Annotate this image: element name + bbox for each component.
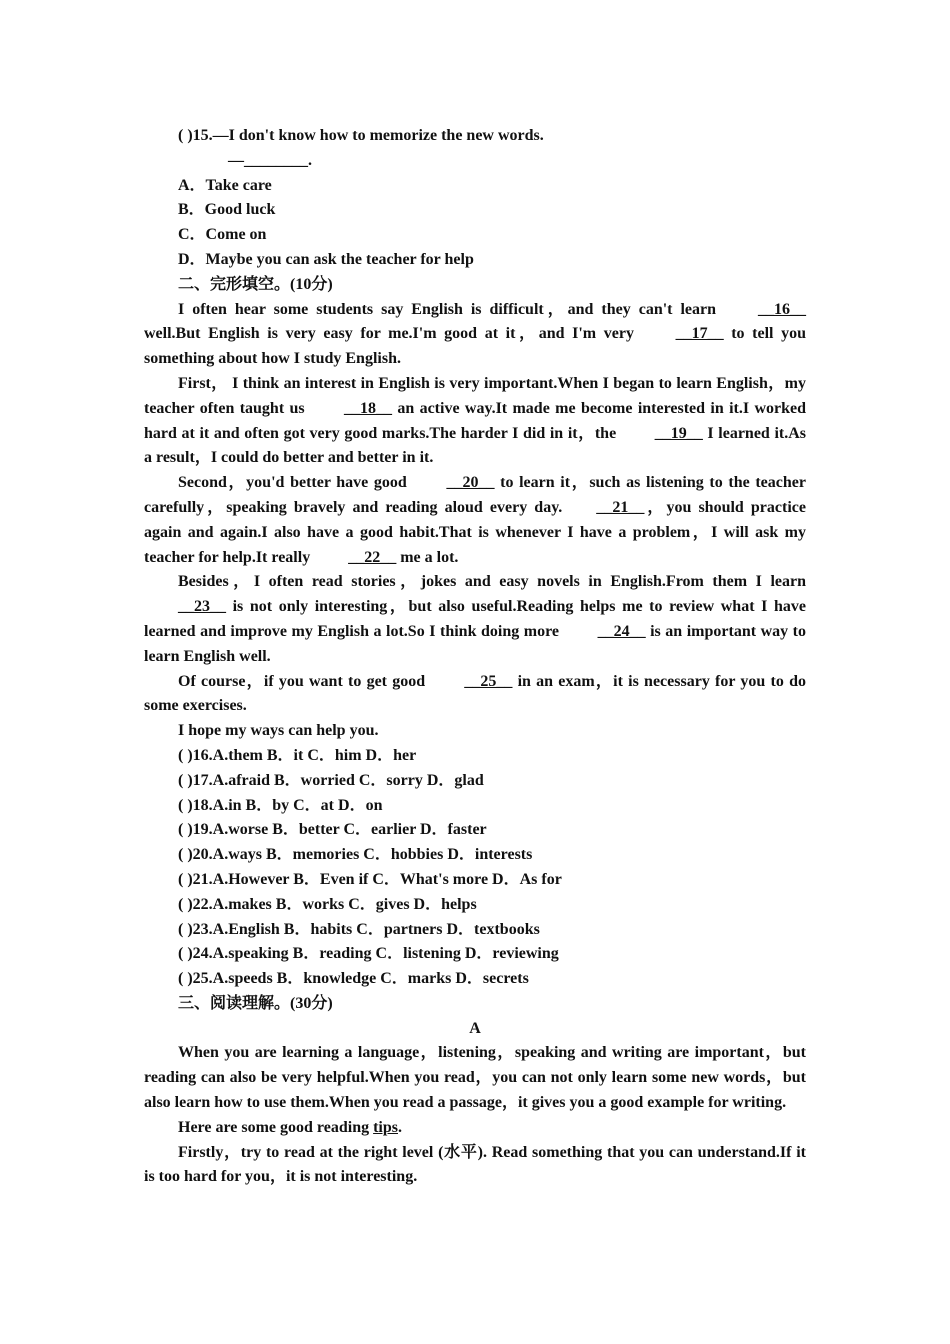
question-15-option-c: C．Come on <box>178 226 267 244</box>
cloze-question-24: ( )24.A.speaking B．reading C．listening D．reviewing <box>178 945 559 963</box>
cloze-paragraph-1 <box>144 298 806 372</box>
question-15-option-d: D．Maybe you can ask the teacher for help <box>178 250 474 268</box>
cloze-question-18: ( )18.A.in B．by C．at D．on <box>178 796 383 814</box>
blank-24: __24__ <box>597 622 646 640</box>
blank-21: __21__ <box>596 498 645 516</box>
cloze-question-23: ( )23.A.English B．habits C．partners D．textbooks <box>178 920 540 938</box>
paragraph-text: is an important way to learn English well. <box>144 622 807 665</box>
cloze-heading: 二、完形填空。(10分) <box>178 275 333 293</box>
reading-paragraph-2 <box>144 1116 806 1141</box>
question-15-reply: —________. <box>228 151 312 169</box>
paragraph-text: me a lot. <box>396 548 459 566</box>
reading-paragraph-1: When you are learning a language，listening，speaking and writing are important，but reading can also be very helpful.When you read，you can not only learn some new words，but also learn how to use them.When you read a passage，it gives you a good example for writing. <box>144 1044 806 1112</box>
cloze-question-25: ( )25.A.speeds B．knowledge C．marks D．secrets <box>178 970 529 988</box>
paragraph-text: Besides，I often read stories，jokes and easy novels in English.From them I learn <box>178 573 806 591</box>
cloze-question-21: ( )21.A.However B．Even if C．What's more D．As for <box>178 870 562 888</box>
cloze-paragraph-6: I hope my ways can help you. <box>178 722 379 740</box>
cloze-paragraph-3 <box>144 471 806 570</box>
reading-heading: 三、阅读理解。(30分) <box>178 994 333 1012</box>
underlined-word-tips: tips <box>373 1118 398 1136</box>
cloze-question-16: ( )16.A.them B．it C．him D．her <box>178 746 417 764</box>
blank-22: __22__ <box>348 548 397 566</box>
paragraph-text: I often hear some students say English is difficult，and they can't learn <box>178 300 724 318</box>
paragraph-text: Here are some good reading <box>178 1118 374 1136</box>
question-15-option-a: A．Take care <box>178 176 272 194</box>
cloze-question-17: ( )17.A.afraid B．worried C．sorry D．glad <box>178 771 484 789</box>
cloze-question-22: ( )22.A.makes B．works C．gives D．helps <box>178 895 477 913</box>
paragraph-text: ，you should practice again and again.I also have a good habit.That is whenever I have a problem，I will ask my teacher for help.It really <box>144 498 806 566</box>
paragraph-text: Second，you'd better have good <box>178 474 413 492</box>
page-content <box>144 124 806 1190</box>
paragraph-text: to learn it，such as listening to the teacher carefully，speaking bravely and reading aloud every day. <box>144 474 806 516</box>
question-15-option-b: B．Good luck <box>178 201 276 219</box>
paragraph-text: well.But English is very easy for me.I'm good at it，and I'm very <box>144 325 642 343</box>
reading-section-label: A <box>469 1019 481 1037</box>
cloze-paragraph-5 <box>144 670 806 720</box>
blank-20: __20__ <box>446 474 495 492</box>
paragraph-text: First， I think an interest in English is very important.When I began to learn English，my teacher often taught us <box>144 374 807 417</box>
blank-23: __23__ <box>178 598 226 616</box>
blank-16: __16__ <box>757 300 806 318</box>
paragraph-text: Of course，if you want to get good <box>178 672 431 690</box>
blank-25: __25__ <box>464 672 513 690</box>
blank-17: __17__ <box>675 325 724 343</box>
paragraph-text: . <box>398 1118 402 1136</box>
question-15-prompt: ( )15.—I don't know how to memorize the new words. <box>178 127 544 144</box>
cloze-question-20: ( )20.A.ways B．memories C．hobbies D．interests <box>178 846 533 864</box>
paragraph-text: is not only interesting，but also useful.Reading helps me to review what I have learned and improve my English a lot.So I think doing more <box>144 598 806 640</box>
reading-paragraph-3: Firstly，try to read at the right level (水平). Read something that you can understand.If it is too hard for you，it is not interesting. <box>144 1143 806 1186</box>
paragraph-text: I learned it.As a result，I could do better and better in it. <box>144 424 806 467</box>
paragraph-text: in an exam，it is necessary for you to do some exercises. <box>144 672 806 715</box>
cloze-question-19: ( )19.A.worse B．better C．earlier D．faster <box>178 821 487 839</box>
cloze-paragraph-2 <box>144 372 806 471</box>
cloze-paragraph-4 <box>144 570 806 669</box>
blank-18: __18__ <box>343 399 392 417</box>
paragraph-text: to tell you something about how I study English. <box>144 325 807 368</box>
blank-19: __19__ <box>654 424 703 442</box>
paragraph-text: an active way.It made me become interested in it.I worked hard at it and often got very good marks.The harder I did in it，the <box>144 399 807 442</box>
